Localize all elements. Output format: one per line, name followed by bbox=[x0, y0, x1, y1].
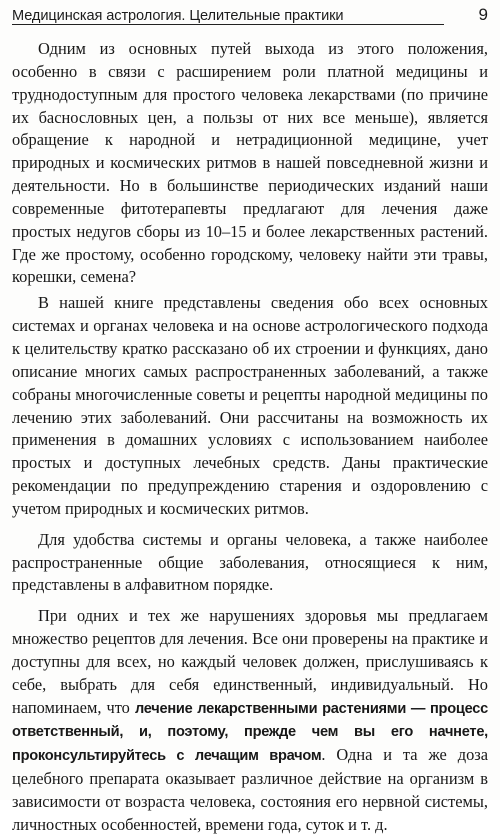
page-number: 9 bbox=[478, 5, 488, 24]
paragraph-4-text-before: При одних и тех же нарушениях здоровья мы предлагаем множество рецептов для лечения. Все они проверены на практике и доступны для всех, но каждый человек должен, прислушиваясь к себе, выбрать для себя единственный, индивидуальный. Но напоминаем, что bbox=[12, 606, 488, 717]
page-header bbox=[12, 4, 488, 26]
paragraph-4-bold-warning: лечение лекарственными растениями — процесс ответственный, и, поэтому, прежде чем вы его начнете, проконсультируйтесь с лечащим врачом bbox=[12, 700, 488, 765]
running-title: Медицинская астрология. Целительные практики bbox=[12, 8, 344, 24]
header-rule bbox=[12, 24, 444, 25]
paragraph-4-text-after: . Одна и та же доза целебного препарата оказывает различное действие на организм в зависимости от возраста человека, состояния его нервной системы, личностных особенностей, времени года, суток и т. д. bbox=[12, 745, 489, 834]
paragraph-2: В нашей книге представлены сведения обо всех основных системах и органах человека и на основе астрологического подхода к целительству кратко рассказано об их строении и функциях, дано описание многих самых распространенных заболеваний, а также собраны многочисленные советы и рецепты народной медицины по лечению этих заболеваний. Они рассчитаны на возможность их применения в домашних условиях с использованием наиболее простых и доступных лечебных средств. Даны практические рекомендации по предупреждению старения и оздоровлению с учетом природных и космических ритмов. bbox=[12, 293, 488, 518]
paragraph-3: Для удобства системы и органы человека, а также наиболее распространенные общие заболевания, относящиеся к ним, представлены в алфавитном порядке. bbox=[12, 529, 488, 595]
paragraph-1: Одним из основных путей выхода из этого положения, особенно в связи с расширением роли платной медицины и труднодоступным для простого человека лекарствами (по причине их баснословных цен, а пользы от них все меньше), является обращение к народной и нетрадиционной медицине, учет природных и космических ритмов в нашей повседневной жизни и деятельности. Но в большинстве периодических изданий наши современные фитотерапевты предлагают для лечения даже простых недугов сборы из 10–15 и более лекарственных растений. Где же простому, особенно городскому, человеку найти эти травы, корешки, семена? bbox=[12, 39, 488, 287]
paragraph-4 bbox=[12, 605, 488, 836]
body-text bbox=[12, 38, 488, 840]
